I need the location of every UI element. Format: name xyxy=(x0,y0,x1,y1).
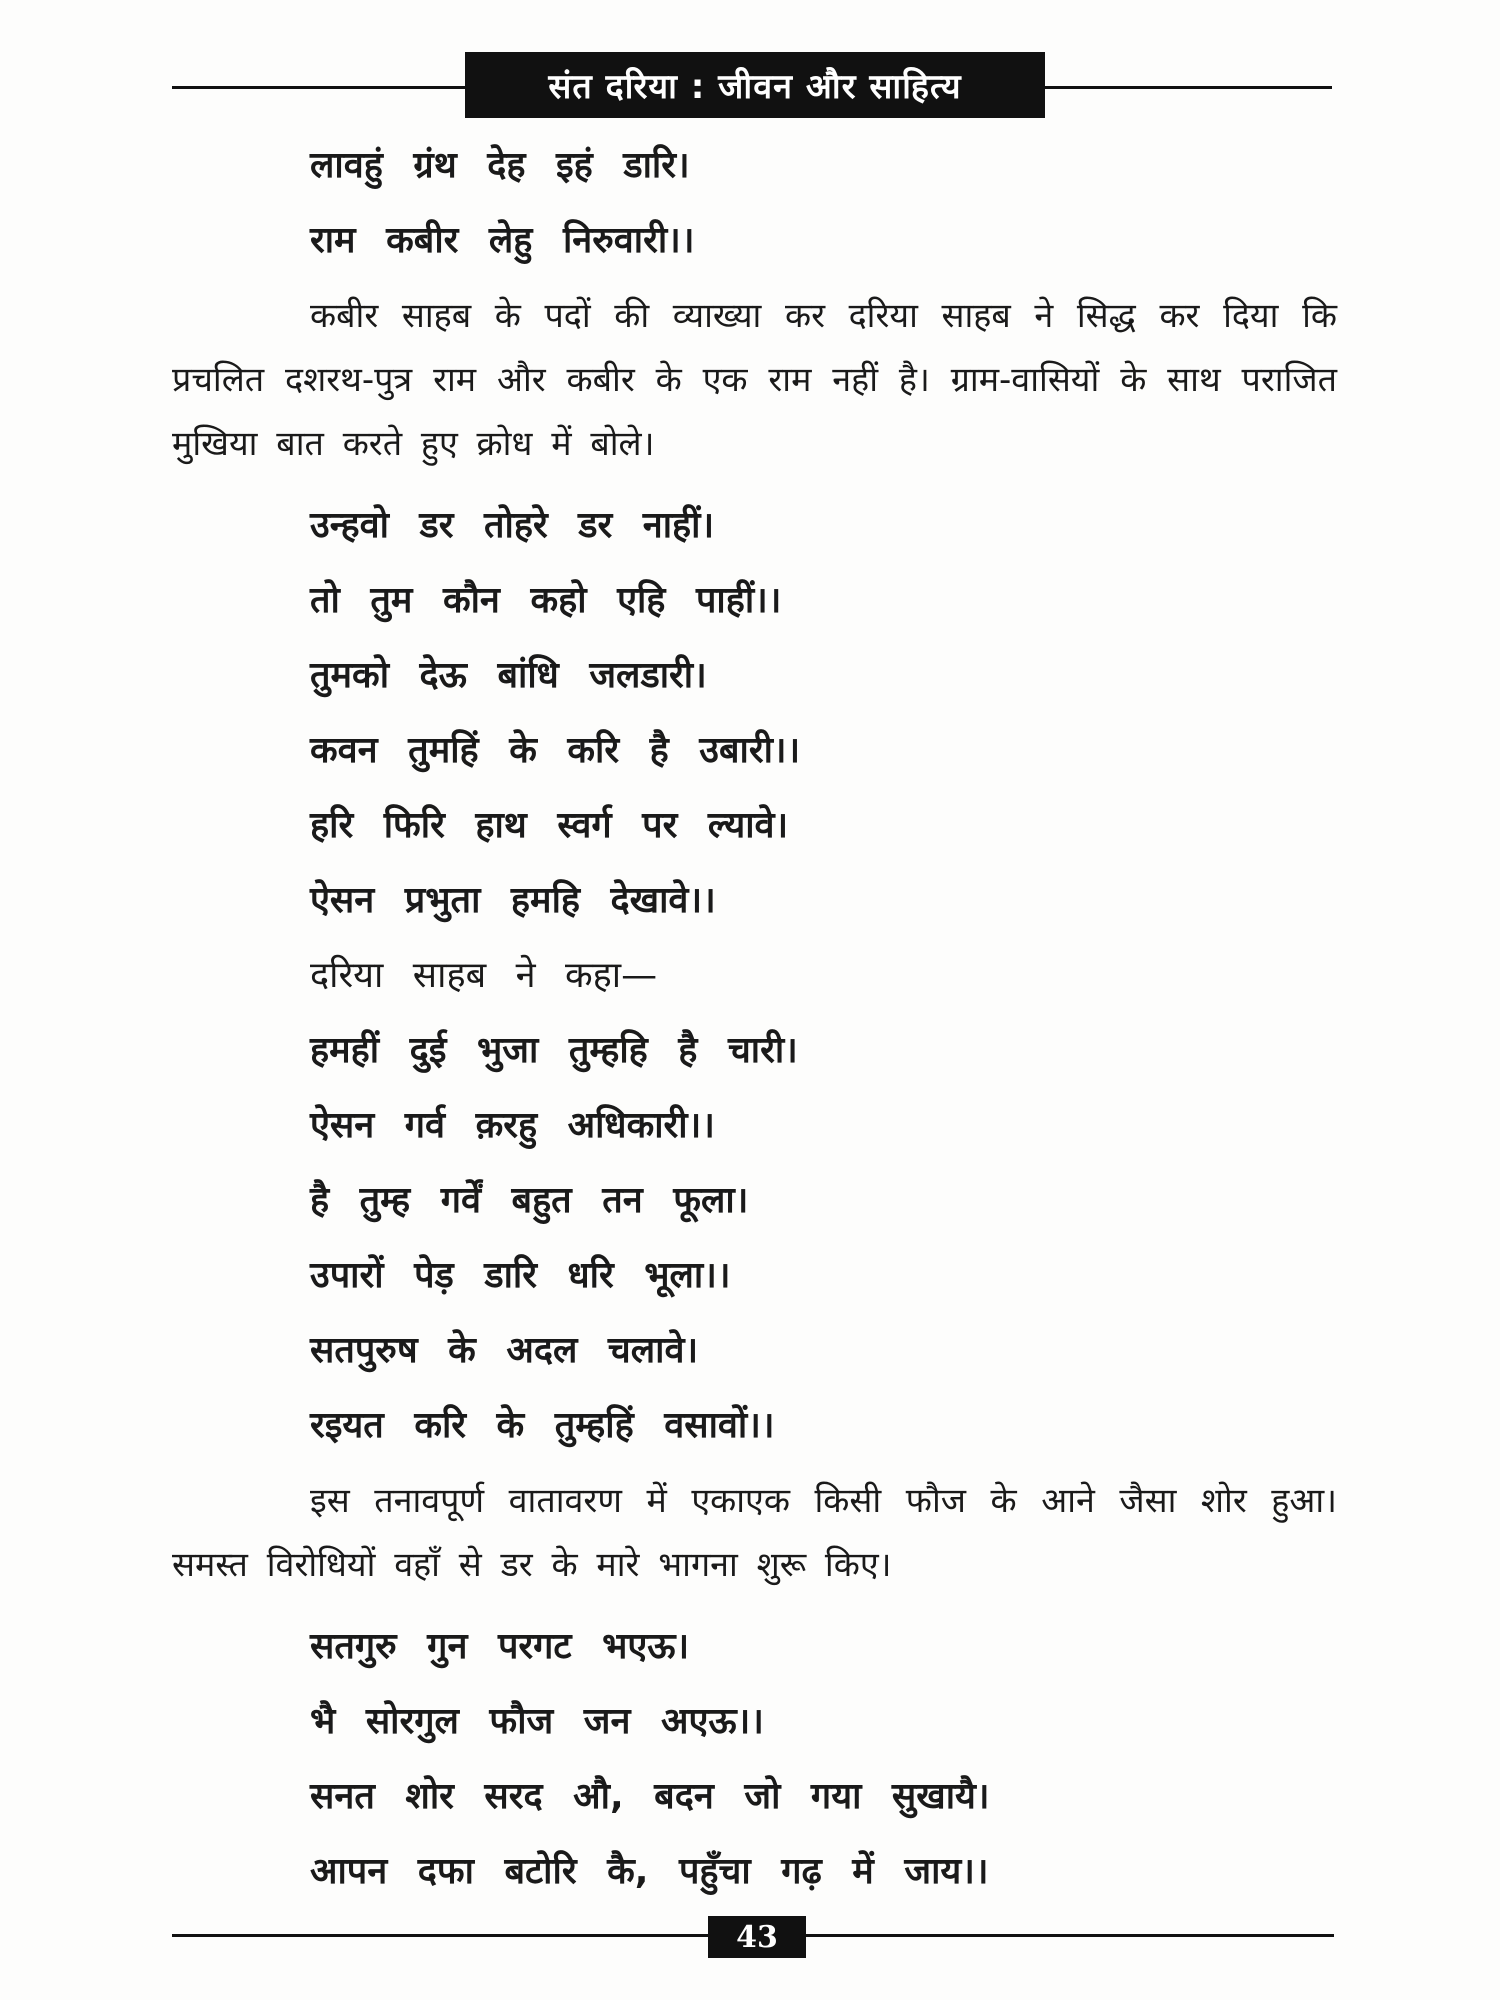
verse-line: ऐसन प्रभुता हमहि देखावे।। xyxy=(310,880,716,921)
verse-line: रइयत करि के तुम्हहिं वसावों।। xyxy=(310,1405,775,1446)
verse-line: कवन तुमहिं के करि है उबारी।। xyxy=(310,730,801,771)
verse-line: लावहुं ग्रंथ देह इहं डारि। xyxy=(310,145,690,186)
verse-line: ऐसन गर्व क़रहु अधिकारी।। xyxy=(310,1105,715,1146)
header-rule-right xyxy=(1040,86,1332,89)
verse-line: तो तुम कौन कहो एहि पाहीं।। xyxy=(310,580,782,621)
prose-paragraph: इस तनावपूर्ण वातावरण में एकाएक किसी फौज के आने जैसा शोर हुआ। समस्त विरोधियों वहाँ से डर के मारे भागना शुरू किए। xyxy=(172,1481,1337,1585)
verse-line: हमहीं दुई भुजा तुम्हहि है चारी। xyxy=(310,1030,798,1071)
page-content xyxy=(172,128,1337,1909)
verse-line: उपारों पेड़ डारि धरि भूला।। xyxy=(310,1255,731,1296)
verse-line: सतपुरुष के अदल चलावे। xyxy=(310,1330,699,1371)
speaker-line: दरिया साहब ने कहा— xyxy=(310,955,658,996)
verse-line: उन्हवो डर तोहरे डर नाहीं। xyxy=(310,505,715,546)
prose-paragraph: कबीर साहब के पदों की व्याख्या कर दरिया साहब ने सिद्ध कर दिया कि प्रचलित दशरथ-पुत्र राम और कबीर के एक राम नहीं है। ग्राम-वासियों के साथ पराजित मुखिया बात करते हुए क्रोध में बोले। xyxy=(172,296,1337,464)
verse-line: सनत शोर सरद औ, बदन जो गया सुखायै। xyxy=(310,1776,990,1817)
running-header: संत दरिया : जीवन और साहित्य xyxy=(465,52,1045,118)
header-rule-left xyxy=(172,86,472,89)
page-number: 43 xyxy=(708,1916,806,1958)
verse-line: राम कबीर लेहु निरुवारी।। xyxy=(310,220,695,261)
footer-rule-left xyxy=(172,1934,712,1937)
verse-line: आपन दफा बटोरि कै, पहुँचा गढ़ में जाय।। xyxy=(310,1851,989,1892)
verse-line: तुमको देऊ बांधि जलडारी। xyxy=(310,655,707,696)
verse-line: सतगुरु गुन परगट भएऊ। xyxy=(310,1626,690,1667)
verse-line: भै सोरगुल फौज जन अएऊ।। xyxy=(310,1701,764,1742)
verse-line: हरि फिरि हाथ स्वर्ग पर ल्यावे। xyxy=(310,805,789,846)
footer-rule-right xyxy=(804,1934,1334,1937)
verse-line: है तुम्ह गर्वें बहुत तन फूला। xyxy=(310,1180,749,1221)
